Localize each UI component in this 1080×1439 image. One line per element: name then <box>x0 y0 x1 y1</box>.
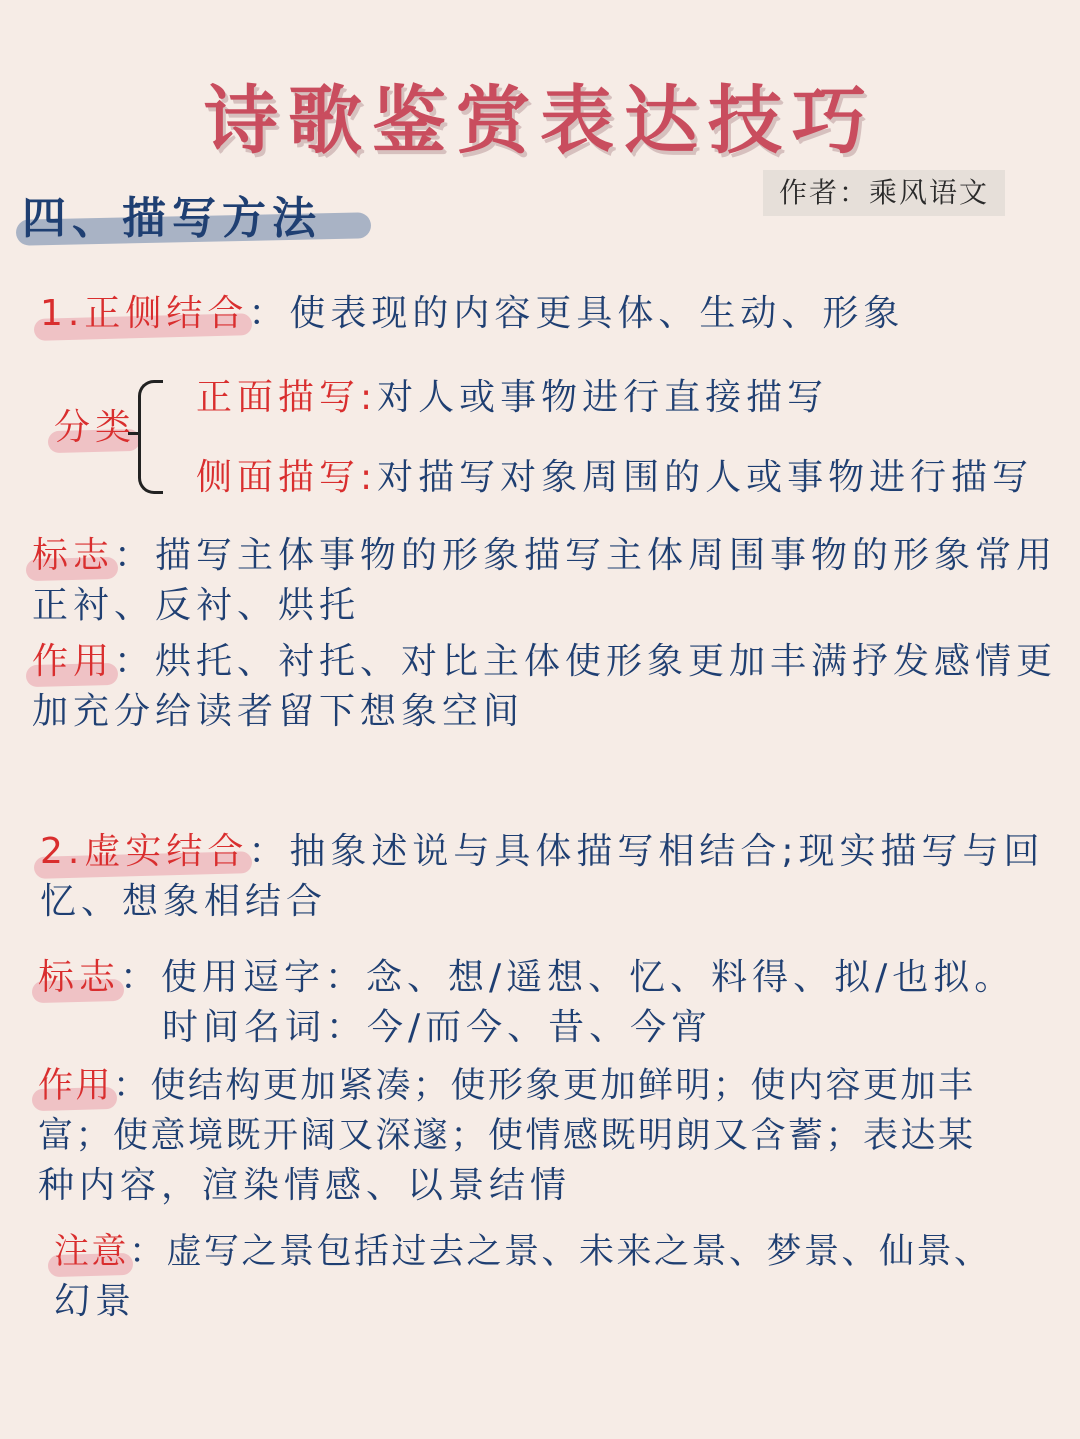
classify-label: 分类 <box>54 407 137 448</box>
item1-desc: 使表现的内容更具体、生动、形象 <box>289 293 905 334</box>
item1-heading-line <box>40 288 904 340</box>
item1-effect-line1: 烘托、衬托、对比主体使形象更加丰满抒发感情更 <box>155 641 1058 682</box>
sub-side <box>196 452 1033 504</box>
item1-sign: 标志：描写主体事物的形象描写主体周围事物的形象常用 <box>32 530 1057 582</box>
section-title: 四、描写方法 <box>22 193 322 244</box>
item2-sign-line1: 使用逗字：念、想/遥想、忆、料得、拟/也拟。 <box>161 957 1016 998</box>
author-tag: 作者：乘风语文 <box>763 170 1005 216</box>
item1-effect-label: 作用 <box>32 641 115 682</box>
item2-desc-line1: 抽象述说与具体描写相结合;现实描写与回 <box>289 831 1045 872</box>
item2-note: 注意：虚写之景包括过去之景、未来之景、梦景、仙景、 <box>54 1226 992 1278</box>
item2-colon: ： <box>248 831 290 872</box>
sub-front-text: 对人或事物进行直接描写 <box>377 377 829 418</box>
item2-sign: 标志：使用逗字：念、想/遥想、忆、料得、拟/也拟。 <box>38 952 1015 1004</box>
item2-effect-line3: 种内容，渲染情感、以景结情 <box>38 1165 572 1206</box>
sub-front-label: 正面描写: <box>196 377 378 418</box>
item1-sign-line2: 正衬、反衬、烘托 <box>32 585 361 626</box>
item2-heading-line <box>40 826 1045 878</box>
item1-colon: ： <box>248 293 290 334</box>
item2-effect-label: 作用 <box>38 1066 114 1106</box>
sub-front <box>196 372 828 424</box>
item2-sign-line2: 时间名词：今/而今、昔、今宵 <box>162 1007 713 1048</box>
item2-heading: 2.虚实结合 <box>40 831 249 872</box>
item1-heading: 1.正侧结合 <box>40 293 249 334</box>
item2-desc-line2: 忆、想象相结合 <box>40 881 328 922</box>
brace-icon <box>138 380 163 494</box>
item2-sign-label: 标志 <box>38 957 121 998</box>
page-title: 诗歌鉴赏表达技巧 <box>204 78 876 164</box>
sub-side-label: 侧面描写: <box>196 457 378 498</box>
section-heading <box>16 182 376 252</box>
item1-classify <box>54 402 136 454</box>
item2-effect-line2: 富；使意境既开阔又深邃；使情感既明朗又含蓄；表达某 <box>38 1116 976 1156</box>
item1-sign-label: 标志 <box>32 535 115 576</box>
item1-sign-line1: 描写主体事物的形象描写主体周围事物的形象常用 <box>155 535 1058 576</box>
item2-note-line1: 虚写之景包括过去之景、未来之景、梦景、仙景、 <box>166 1232 992 1272</box>
item2-note-label: 注意 <box>54 1232 130 1272</box>
item2-effect: 作用：使结构更加紧凑；使形象更加鲜明；使内容更加丰 <box>38 1060 976 1112</box>
sub-side-text: 对描写对象周围的人或事物进行描写 <box>377 457 1034 498</box>
item2-effect-line1: 使结构更加紧凑；使形象更加鲜明；使内容更加丰 <box>150 1066 976 1106</box>
item1-effect-line2: 加充分给读者留下想象空间 <box>32 691 525 732</box>
item1-effect: 作用：烘托、衬托、对比主体使形象更加丰满抒发感情更 <box>32 636 1057 688</box>
item2-note-line2: 幻景 <box>54 1281 137 1322</box>
